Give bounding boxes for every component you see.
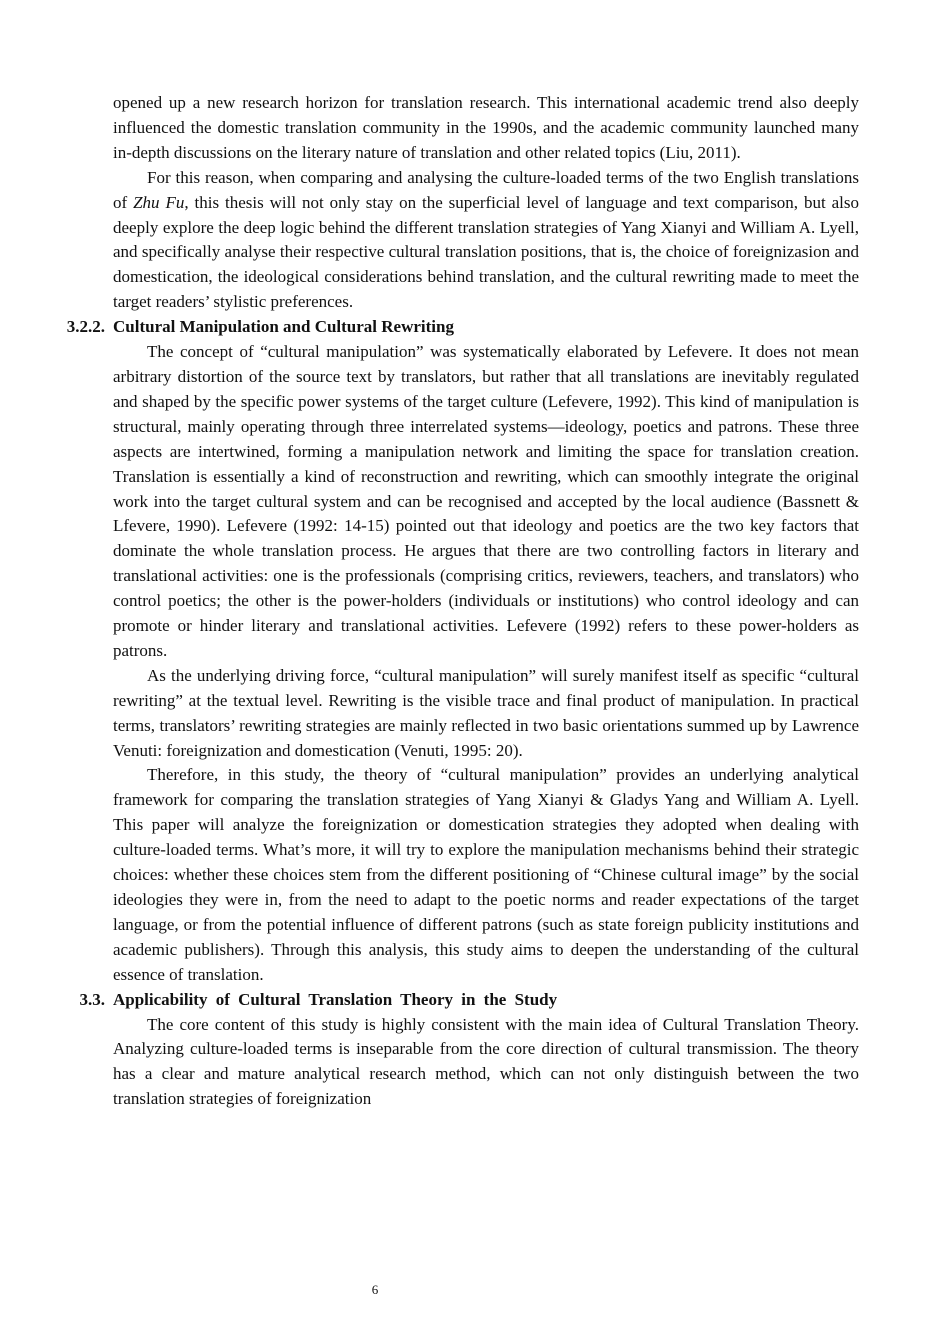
section-title: Applicability of Cultural Translation Theory in the Study: [113, 989, 558, 1009]
paragraph-text: For this reason, when comparing and analysing the culture-loaded terms of the two English translations of: [113, 167, 859, 212]
paragraph-cultural-manipulation: The concept of “cultural manipulation” was systematically elaborated by Lefevere. It does not mean arbitrary distortion of the source text by translators, but rather that all translations are inevitably regulated and shaped by the specific power systems of the target culture (Lefevere, 1992). This kind of manipulation is structural, mainly operating through three interrelated systems—ideology, poetics and patrons. These three aspects are intertwined, forming a manipulation network and limiting the space for translation creation. Translation is essentially a kind of reconstruction and rewriting, which can smoothly integrate the original work into the target cultural system and can be recognised and accepted by the local audience (Bassnett & Lfevere, 1990). Lefevere (1992: 14-15) pointed out that ideology and poetics are the two key factors that dominate the whole translation process. He argues that there are two controlling factors in literary and translational activities: one is the professionals (comprising critics, reviewers, teachers, and translators) who control poetics; the other is the power-holders (individuals or institutions) who control ideology and can promote or hinder literary and translational activities. Lefevere (1992) refers to these power-holders as patrons.: [113, 342, 859, 660]
book-title: Zhu Fu: [133, 192, 185, 212]
page-number: 6: [371, 1282, 379, 1297]
section-title: Cultural Manipulation and Cultural Rewriting: [113, 317, 454, 337]
paragraph-applicability: The core content of this study is highly consistent with the main idea of Cultural Translation Theory. Analyzing culture-loaded terms is inseparable from the core direction of cultural transmission. The theory has a clear and mature analytical research method, which can not only distinguish between the two translation strategies of foreignization: [113, 1014, 859, 1109]
section-number: 3.2.2.: [66, 317, 105, 337]
paragraph-cultural-rewriting: As the underlying driving force, “cultural manipulation” will surely manifest itself as specific “cultural rewriting” at the textual level. Rewriting is the visible trace and final product of manipulation. In practical terms, translators’ rewriting strategies are mainly reflected in two basic orientations summed up by Lawrence Venuti: foreignization and domestication (Venuti, 1995: 20).: [113, 665, 859, 760]
paragraph-text: , this thesis will not only stay on the superficial level of language and text comparison, but also deeply explore the deep logic behind the different translation strategies of Yang Xianyi and William A. Lyell, and specifically analyse their respective cultural translation positions, that is, the choice of foreignizasion and domestication, the ideological considerations behind translation, and the cultural rewriting made to meet the target readers’ stylistic preferences.: [113, 192, 859, 312]
section-number: 3.3.: [79, 989, 105, 1009]
paragraph-framework: Therefore, in this study, the theory of “cultural manipulation” provides an underlying analytical framework for comparing the translation strategies of Yang Xianyi & Gladys Yang and William A. Lyell. This paper will analyze the foreignization or domestication strategies they adopted when dealing with culture-loaded terms. What’s more, it will try to explore the manipulation mechanisms behind their strategic choices: whether these choices stem from the different positioning of “Chinese cultural image” by the social ideologies they were in, from the need to adapt to the poetic norms and reader expectations of the target language, or from the potential influence of different patrons (such as state foreign publicity institutions and academic publishers). Through this analysis, this study aims to deepen the understanding of the cultural essence of translation.: [113, 765, 859, 984]
document-body: [66, 91, 859, 1112]
section-heading-3-3: [79, 988, 859, 1013]
paragraph-continuation: opened up a new research horizon for translation research. This international academic trend also deeply influenced the domestic translation community in the 1990s, and the academic community launched many in-depth discussions on the literary nature of translation and other related topics (Liu, 2011).: [113, 93, 859, 162]
paragraph-analysis-rationale: [113, 166, 859, 315]
section-heading-3-2-2: [66, 315, 859, 340]
